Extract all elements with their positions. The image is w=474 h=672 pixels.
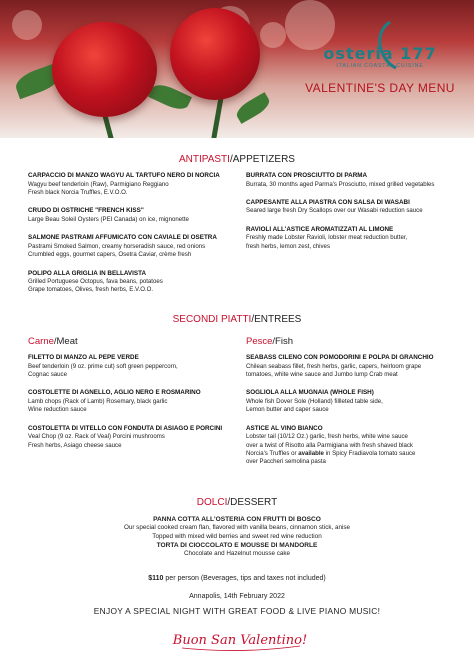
menu-item-description: Veal Chop (9 oz. Rack of Veal) Porcini mushrooms [28,433,165,441]
menu-item-description: Pastrami Smoked Salmon, creamy horseradish sauce, red onions [28,242,206,250]
rose-image-left [52,22,157,117]
dessert-name: PANNA COTTA ALL'OSTERIA CON FRUTTI DI BOSCO [153,516,321,523]
menu-item-name: FILETTO DI MANZO AL PEPE VERDE [28,354,139,361]
menu-item-description: Grilled Portuguese Octopus, fava beans, potatoes [28,278,163,286]
menu-item-description: Lemon butter and caper sauce [246,406,329,414]
dessert-description: Our special cooked cream flan, flavored with vanilla beans, cinnamon stick, anise [123,524,351,531]
dessert-name: TORTA DI CIOCCOLATO E MOUSSE DI MANDORLE [156,542,318,549]
menu-item [28,389,243,414]
antipasti-heading-en: APPETIZERS [232,154,295,165]
carne-en: Meat [56,336,78,347]
menu-item-name: CARPACCIO DI MANZO WAGYU AL TARTUFO NERO DI NORCIA [28,172,220,179]
menu-item-name: CRUDO DI OSTRICHE "FRENCH KISS" [28,207,144,215]
price-amount: $110 [148,575,164,582]
menu-item-name: SOGLIOLA ALLA MUGNAIA (WHOLE FISH) [246,389,374,397]
menu-item-description: Norcia's Truffles or available in Spicy Fradiavola tomato sauce [246,449,416,457]
emphasis-available: available [298,449,324,457]
menu-item-name: CAPPESANTE ALLA PIASTRA CON SALSA DI WASABI [246,198,410,206]
menu-item [246,389,461,414]
antipasti-right-column [246,172,461,261]
menu-item [28,172,243,197]
menu-item-name: RAVIOLI ALL'ASTICE AROMATIZZATI AL LIMONE [246,225,394,233]
menu-item [28,425,243,450]
antipasti-heading-it: ANTIPASTI [179,154,230,165]
menu-item-name: SEABASS CILENO CON POMODORINI E POLPA DI GRANCHIO [246,354,434,361]
menu-item-description: fresh herbs, lemon zest, chives [246,242,330,250]
carne-it: Carne [28,336,54,347]
menu-item [28,234,243,259]
menu-item [246,199,461,216]
menu-item-description: Chilean seabass fillet, fresh herbs, garlic, capers, heirloom grape [246,362,422,370]
dessert-description: Topped with mixed wild berries and sweet red wine reduction [152,532,322,540]
pesce-subheading: Pesce/Fish [246,336,293,347]
dolci-heading-en: DESSERT [230,497,278,508]
carne-subheading: Carne/Meat [28,336,78,347]
secondi-right-column [246,336,461,477]
secondi-heading: SECONDI PIATTI/ENTREES [172,314,302,325]
header-photo [0,0,474,138]
secondi-left-column [28,336,243,460]
menu-item [246,172,461,189]
menu-item [28,354,243,379]
secondi-heading-en: ENTREES [254,314,302,325]
menu-item-name: POLIPO ALLA GRIGLIA IN BELLAVISTA [28,269,147,277]
menu-item-description: tomatoes, white wine sauce and Jumbo lump Crab meat [246,370,398,378]
menu-item [246,425,461,467]
dolci-heading-it: DOLCI [196,497,228,508]
menu-item [28,270,243,295]
menu-title: VALENTINE'S DAY MENU [305,81,455,95]
menu-item-description: Fresh herbs, Asiago cheese sauce [28,441,122,449]
menu-item-description: Seared large fresh Dry Scallops over our Wasabi reduction sauce [246,207,423,215]
menu-item [28,207,243,224]
menu-item-description: Freshly made Lobster Ravioli, lobster meat reduction butter, [246,234,408,242]
menu-item-description: Fresh black Norcia Truffles, E.V.O.O. [28,188,128,196]
rose-image-right [170,8,260,100]
menu-item [246,354,461,379]
menu-item [246,226,461,251]
date-line: Annapolis, 14th February 2022 [189,593,285,600]
menu-item-description: Grape tomatoes, Olives, fresh herbs, E.V.O.O. [28,286,154,294]
antipasti-heading: ANTIPASTI/APPETIZERS [179,154,295,165]
menu-item-name: ASTICE AL VINO BIANCO [246,424,323,432]
call-to-action: ENJOY A SPECIAL NIGHT WITH GREAT FOOD & LIVE PIANO MUSIC! [93,606,381,616]
brand-name: osteria 177 [323,44,437,63]
menu-item-name: COSTOLETTE DI AGNELLO, AGLIO NERO E ROSMARINO [28,389,201,397]
menu-item-description: Lobster tail (10/12 Oz.) garlic, fresh herbs, white wine sauce [246,433,408,441]
price-line [0,575,474,582]
menu-item-description: Wine reduction sauce [28,406,87,414]
dessert-description: Chocolate and Hazelnut mousse cake [183,550,291,557]
antipasti-left-column [28,172,243,305]
dessert-list [0,515,474,559]
menu-item-description: over Paccheri semolina pasta [246,458,326,466]
menu-item-description: Large Beau Soleil Oysters (PEI Canada) on ice, mignonette [28,215,189,223]
price-note: per person (Beverages, tips and taxes not included) [165,575,326,582]
secondi-heading-it: SECONDI PIATTI [172,314,252,325]
pesce-it: Pesce [246,336,273,347]
menu-item-description: Cognac sauce [28,370,67,378]
menu-item-description: Crumbled eggs, gourmet capers, Osetra Caviar, crème fresh [28,251,192,259]
menu-item-description: Burrata, 30 months aged Parma's Prosciutto, mixed grilled vegetables [246,180,435,188]
menu-item-name: BURRATA CON PROSCIUTTO DI PARMA [246,172,368,179]
signature-text: Buon San Valentino! [172,633,308,648]
menu-item-description: Lamb chops (Rack of Lamb) Rosemary, black garlic [28,397,168,405]
menu-item-description: Wagyu beef tenderloin (Raw), Parmigiano Reggiano [28,180,169,188]
brand-tagline: ITALIAN COASTAL CUISINE [336,63,424,69]
menu-item-description: over a twist of Risotto alla Parmigiana with fresh shaved black [246,441,413,449]
dolci-heading: DOLCI/DESSERT [196,497,278,508]
signature-script [170,624,310,652]
pesce-en: Fish [275,336,293,347]
menu-item-name: SALMONE PASTRAMI AFFUMICATO CON CAVIALE DI OSETRA [28,234,217,242]
menu-item-description: Beef tenderloin (9 oz. prime cut) soft green peppercorn, [28,362,178,370]
menu-item-name: COSTOLETTA DI VITELLO CON FONDUTA DI ASIAGO E PORCINI [28,424,223,432]
menu-item-description: Whole fish Dover Sole (Holland) fillleted table side, [246,397,383,405]
